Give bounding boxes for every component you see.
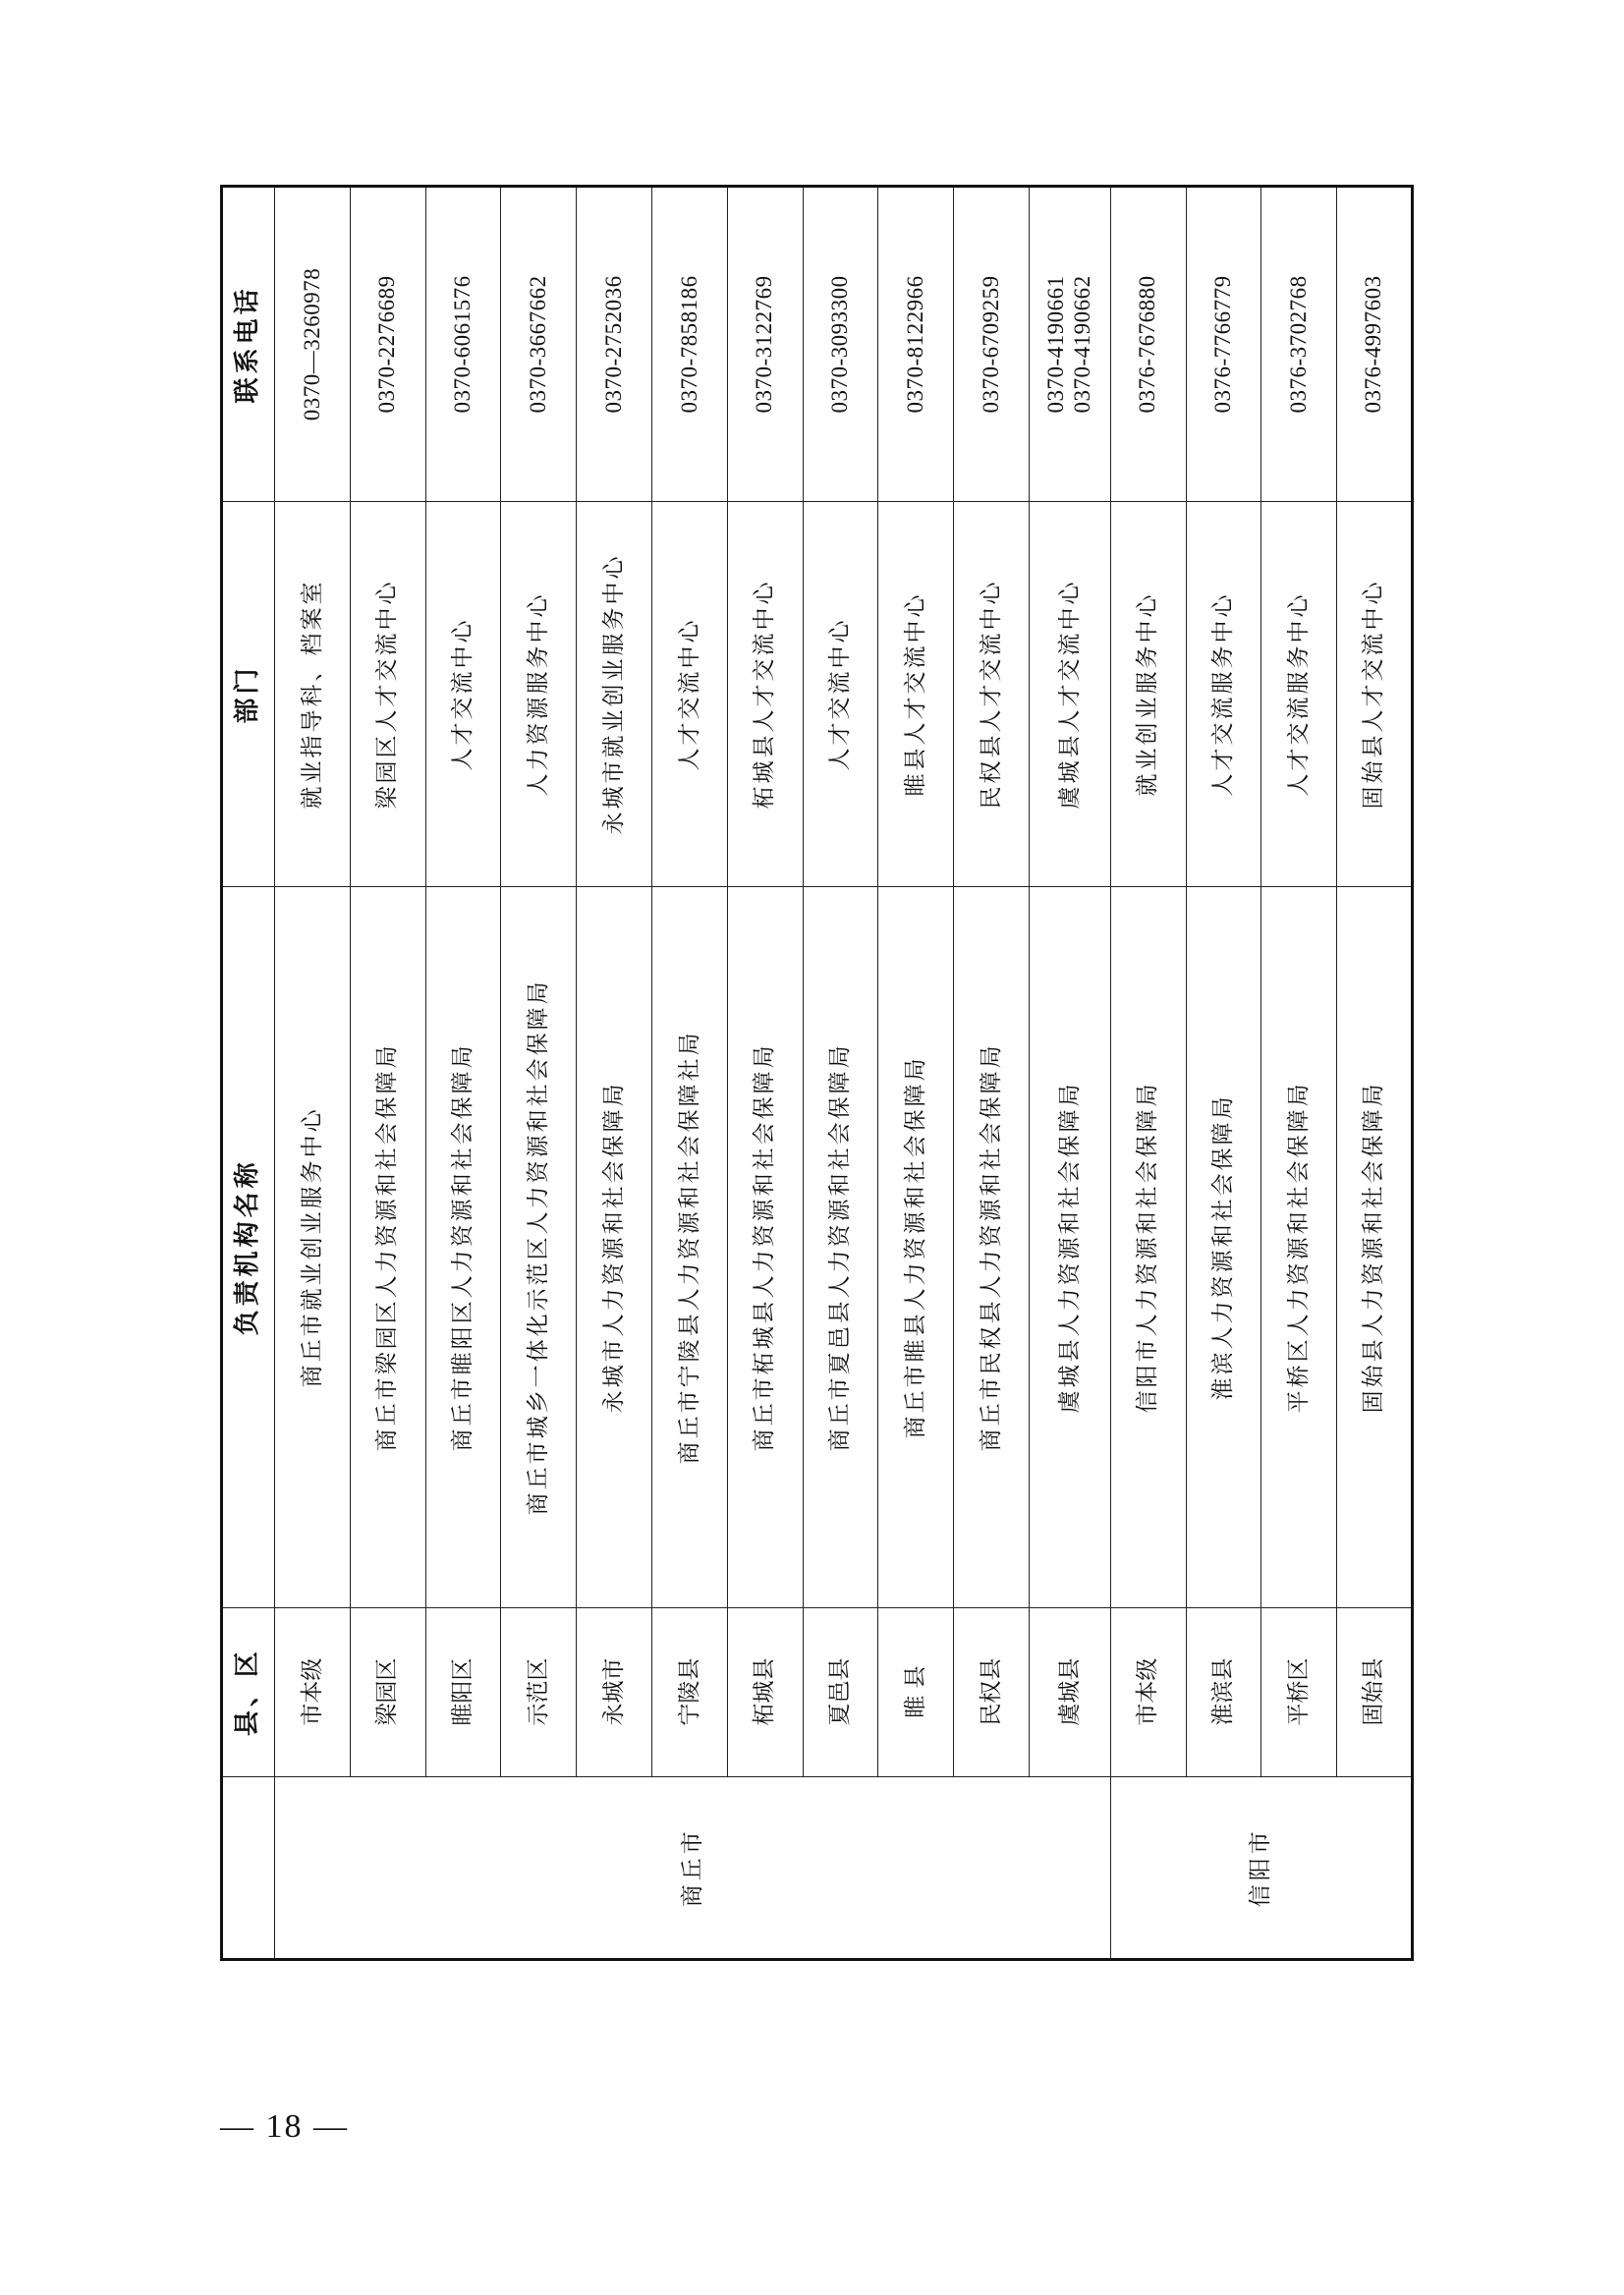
rotated-table-container bbox=[220, 185, 1414, 1961]
dept-cell: 人力资源服务中心 bbox=[501, 501, 577, 886]
table-row bbox=[1337, 187, 1413, 1960]
table-row bbox=[350, 187, 425, 1960]
county-cell: 示范区 bbox=[501, 1607, 577, 1776]
county-cell: 民权县 bbox=[954, 1607, 1030, 1776]
phone-number: 0370-4190662 bbox=[1069, 275, 1094, 414]
phone-cell bbox=[1029, 187, 1110, 502]
org-cell: 永城市人力资源和社会保障局 bbox=[577, 887, 652, 1608]
org-cell: 信阳市人力资源和社会保障局 bbox=[1110, 887, 1186, 1608]
header-city bbox=[222, 1776, 275, 1959]
city-cell: 信阳市 bbox=[1110, 1776, 1412, 1959]
phone-number: 0370-6709259 bbox=[978, 275, 1003, 414]
table-row bbox=[1186, 187, 1261, 1960]
table-row bbox=[275, 187, 351, 1960]
table-body bbox=[275, 187, 1413, 1960]
header-phone: 联系电话 bbox=[222, 187, 275, 502]
table-row bbox=[501, 187, 577, 1960]
county-cell: 市本级 bbox=[275, 1607, 351, 1776]
phone-number: 0370-4190661 bbox=[1043, 275, 1069, 414]
phone-number: 0376-4997603 bbox=[1361, 275, 1386, 414]
org-cell: 商丘市柘城县人力资源和社会保障局 bbox=[727, 887, 803, 1608]
header-dept: 部门 bbox=[222, 501, 275, 886]
phone-number: 0376-3702768 bbox=[1285, 275, 1311, 414]
contact-table bbox=[220, 185, 1414, 1961]
dept-cell: 就业指导科、档案室 bbox=[275, 501, 351, 886]
org-cell: 固始县人力资源和社会保障局 bbox=[1337, 887, 1413, 1608]
phone-number: 0370-6061576 bbox=[450, 275, 476, 414]
county-cell: 平桥区 bbox=[1261, 1607, 1337, 1776]
phone-cell bbox=[425, 187, 501, 502]
phone-cell bbox=[350, 187, 425, 502]
org-cell: 商丘市民权县人力资源和社会保障局 bbox=[954, 887, 1030, 1608]
city-cell: 商丘市 bbox=[275, 1776, 1111, 1959]
phone-number: 0370-3667662 bbox=[526, 275, 551, 414]
org-cell: 商丘市就业创业服务中心 bbox=[275, 887, 351, 1608]
county-cell: 市本级 bbox=[1110, 1607, 1186, 1776]
phone-cell bbox=[1110, 187, 1186, 502]
phone-cell bbox=[727, 187, 803, 502]
phone-number: 0370-2276689 bbox=[374, 275, 400, 414]
dept-cell: 睢县人才交流中心 bbox=[878, 501, 954, 886]
phone-cell bbox=[577, 187, 652, 502]
org-cell: 商丘市梁园区人力资源和社会保障局 bbox=[350, 887, 425, 1608]
phone-number: 0370-3122769 bbox=[752, 275, 777, 414]
dept-cell: 就业创业服务中心 bbox=[1110, 501, 1186, 886]
county-cell: 夏邑县 bbox=[803, 1607, 878, 1776]
table-row bbox=[803, 187, 878, 1960]
phone-cell bbox=[1186, 187, 1261, 502]
county-cell: 宁陵县 bbox=[651, 1607, 727, 1776]
dept-cell: 虞城县人才交流中心 bbox=[1029, 501, 1110, 886]
table-row bbox=[878, 187, 954, 1960]
header-org: 负责机构名称 bbox=[222, 887, 275, 1608]
org-cell: 淮滨人力资源和社会保障局 bbox=[1186, 887, 1261, 1608]
phone-number: 0370-2752036 bbox=[600, 275, 626, 414]
dept-cell: 人才交流服务中心 bbox=[1261, 501, 1337, 886]
phone-cell bbox=[275, 187, 351, 502]
org-cell: 平桥区人力资源和社会保障局 bbox=[1261, 887, 1337, 1608]
phone-cell bbox=[651, 187, 727, 502]
county-cell: 虞城县 bbox=[1029, 1607, 1110, 1776]
county-cell: 梁园区 bbox=[350, 1607, 425, 1776]
dept-cell: 固始县人才交流中心 bbox=[1337, 501, 1413, 886]
header-row bbox=[222, 187, 275, 1960]
county-cell: 永城市 bbox=[577, 1607, 652, 1776]
phone-cell bbox=[803, 187, 878, 502]
county-cell: 柘城县 bbox=[727, 1607, 803, 1776]
county-cell: 固始县 bbox=[1337, 1607, 1413, 1776]
phone-cell bbox=[1261, 187, 1337, 502]
header-county: 县、区 bbox=[222, 1607, 275, 1776]
table-row bbox=[954, 187, 1030, 1960]
org-cell: 商丘市城乡一体化示范区人力资源和社会保障局 bbox=[501, 887, 577, 1608]
table-row bbox=[1261, 187, 1337, 1960]
phone-number: 0370—3260978 bbox=[299, 267, 324, 421]
phone-cell bbox=[954, 187, 1030, 502]
county-cell: 睢 县 bbox=[878, 1607, 954, 1776]
dept-cell: 人才交流中心 bbox=[425, 501, 501, 886]
phone-number: 0370-3093300 bbox=[827, 275, 853, 414]
table-row bbox=[1029, 187, 1110, 1960]
table-row bbox=[577, 187, 652, 1960]
dept-cell: 民权县人才交流中心 bbox=[954, 501, 1030, 886]
dept-cell: 人才交流中心 bbox=[803, 501, 878, 886]
org-cell: 商丘市夏邑县人力资源和社会保障局 bbox=[803, 887, 878, 1608]
phone-cell bbox=[501, 187, 577, 502]
dept-cell: 永城市就业创业服务中心 bbox=[577, 501, 652, 886]
phone-number: 0376-7676880 bbox=[1135, 275, 1160, 414]
org-cell: 商丘市宁陵县人力资源和社会保障社局 bbox=[651, 887, 727, 1608]
phone-number: 0370-8122966 bbox=[903, 275, 928, 414]
org-cell: 虞城县人力资源和社会保障局 bbox=[1029, 887, 1110, 1608]
county-cell: 睢阳区 bbox=[425, 1607, 501, 1776]
county-cell: 淮滨县 bbox=[1186, 1607, 1261, 1776]
table-row bbox=[651, 187, 727, 1960]
org-cell: 商丘市睢阳区人力资源和社会保障局 bbox=[425, 887, 501, 1608]
phone-cell bbox=[1337, 187, 1413, 502]
phone-number: 0376-7766779 bbox=[1210, 275, 1236, 414]
dept-cell: 人才交流中心 bbox=[651, 501, 727, 886]
dept-cell: 柘城县人才交流中心 bbox=[727, 501, 803, 886]
table-row bbox=[727, 187, 803, 1960]
table-row bbox=[425, 187, 501, 1960]
phone-cell bbox=[878, 187, 954, 502]
table-row bbox=[1110, 187, 1186, 1960]
dept-cell: 人才交流服务中心 bbox=[1186, 501, 1261, 886]
phone-number: 0370-7858186 bbox=[676, 275, 701, 414]
page-number: — 18 — bbox=[220, 2108, 349, 2145]
org-cell: 商丘市睢县人力资源和社会保障局 bbox=[878, 887, 954, 1608]
dept-cell: 梁园区人才交流中心 bbox=[350, 501, 425, 886]
